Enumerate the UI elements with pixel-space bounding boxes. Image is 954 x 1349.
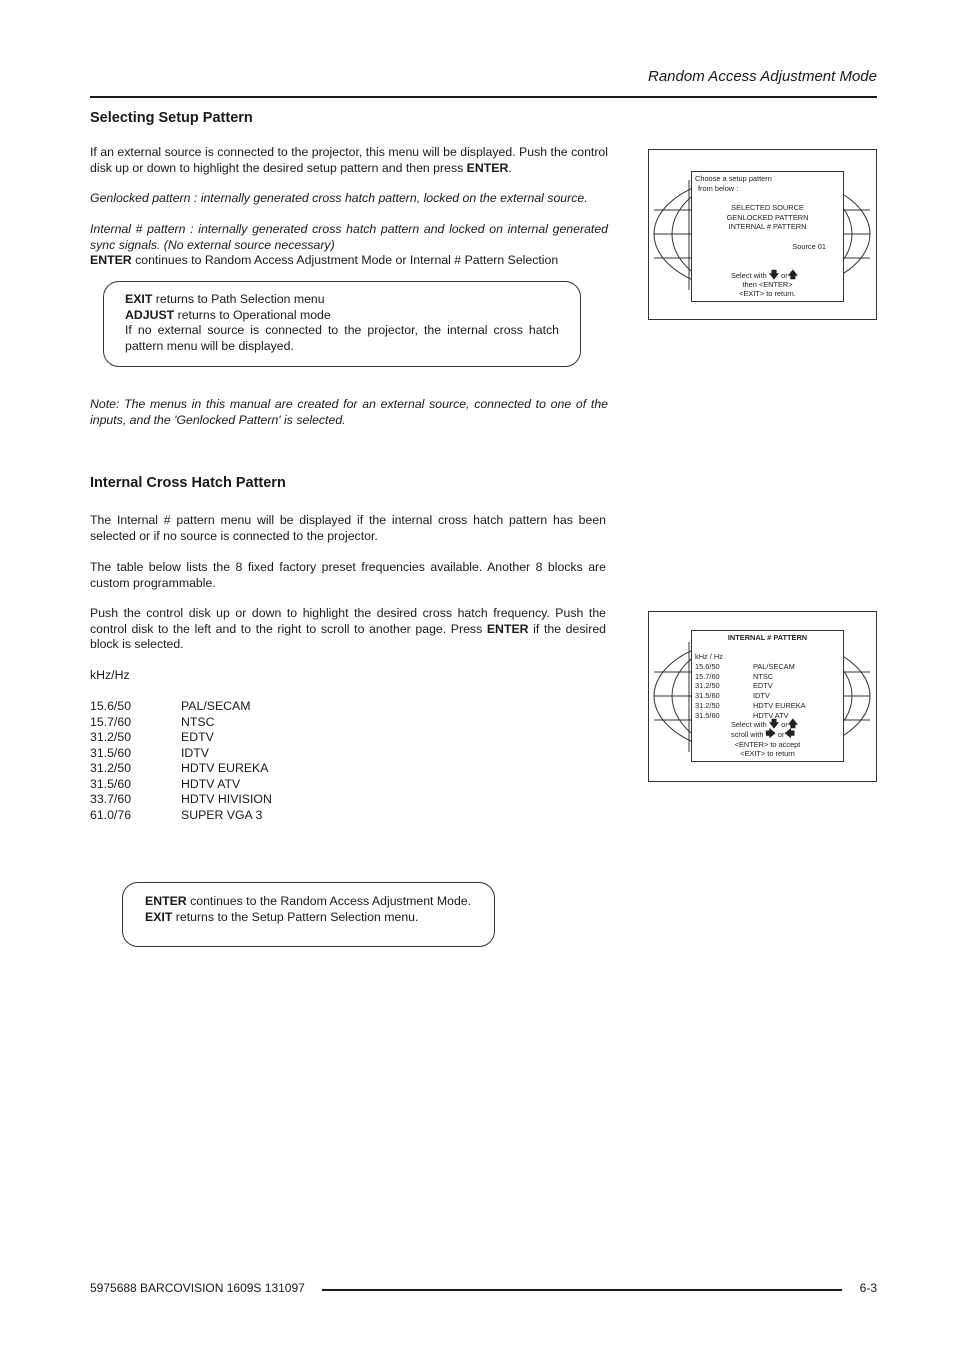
table-row — [90, 715, 272, 731]
instruction-text: or — [781, 271, 788, 280]
callout-text: returns to the Setup Pattern Selection menu. — [172, 909, 419, 924]
keyword-enter: ENTER — [145, 894, 187, 908]
arrow-down-icon: 🡇 — [768, 719, 780, 730]
table-cell-standard: EDTV — [181, 730, 214, 744]
callout-line-enter — [145, 894, 490, 910]
menu-cell-frequency: 31.5/60 — [695, 691, 720, 701]
table-cell-standard: IDTV — [181, 745, 210, 760]
frequency-table-header: kHz/Hz — [90, 668, 130, 682]
page-number: 6-3 — [859, 1281, 877, 1295]
table-cell-standard: HDTV EUREKA — [181, 761, 269, 775]
table-row — [90, 699, 272, 715]
table-cell-standard: SUPER VGA 3 — [181, 807, 263, 822]
menu-row[interactable] — [695, 701, 841, 711]
enter-instruction: <ENTER> to accept — [734, 740, 801, 749]
menu-cell-standard: HDTV EUREKA — [753, 700, 806, 710]
callout-line-exit — [145, 910, 490, 926]
then-enter-instruction: then <ENTER> — [742, 280, 793, 289]
menu-cell-frequency: 15.7/60 — [695, 671, 720, 681]
footer-document-id: 5975688 BARCOVISION 1609S 131097 — [90, 1281, 305, 1295]
table-cell-frequency: 15.7/60 — [90, 714, 132, 729]
paragraph-genlocked: Genlocked pattern : internally generated cross hatch pattern, locked on the external source. — [90, 191, 588, 205]
paragraph-intro — [90, 145, 608, 176]
menu-cell-standard: IDTV — [753, 691, 770, 701]
callout-line-exit — [125, 292, 559, 308]
instruction-text: or — [777, 730, 785, 739]
callout-line-adjust — [125, 308, 559, 324]
table-row — [90, 777, 272, 793]
paragraph-internal: Internal # pattern : internally generated cross hatch pattern and locked on internal generated sync signals. (No external source necessary) — [90, 222, 608, 252]
screen-illustration-internal-pattern — [648, 611, 877, 782]
arrow-down-icon: 🡇 — [768, 270, 780, 281]
menu-cell-frequency: 31.5/60 — [695, 710, 720, 720]
menu-option-genlocked[interactable]: GENLOCKED PATTERN — [726, 213, 809, 222]
table-row — [90, 761, 272, 777]
paragraph-text: if the desired block is selected. — [90, 621, 607, 651]
section-heading-cross-hatch: Internal Cross Hatch Pattern — [90, 475, 286, 491]
paragraph-text: . — [508, 160, 512, 175]
table-cell-frequency: 31.5/60 — [90, 745, 132, 760]
table-cell-frequency: 31.2/50 — [90, 730, 132, 744]
keyword-enter: ENTER — [486, 621, 529, 636]
paragraph-text: If an external source is connected to the projector, this menu will be displayed. Push the control disk up or down to highlight the desired setup pattern and then press — [90, 145, 608, 175]
table-cell-frequency: 31.5/60 — [90, 776, 132, 791]
menu-option-internal[interactable]: INTERNAL # PATTERN — [728, 222, 807, 231]
table-row — [90, 746, 272, 762]
menu-cell-standard: HDTV ATV — [753, 710, 789, 720]
menu-prompt: Choose a setup pattern — [695, 174, 772, 183]
callout-line-nosource: If no external source is connected to the projector, the internal cross hatch pattern menu will be displayed. — [125, 323, 559, 353]
arrow-right-icon: 🡆 — [765, 729, 776, 740]
table-row — [90, 808, 272, 824]
menu-title: INTERNAL # PATTERN — [727, 633, 808, 642]
paragraph-text: Push the control disk up or down to highlight the desired cross hatch frequency. Push the control disk to the left and to the right to scroll to another page. Press — [90, 606, 606, 636]
keyword-enter: ENTER — [90, 253, 132, 267]
keyword-adjust: ADJUST — [125, 307, 175, 322]
arrow-up-icon: 🡅 — [787, 270, 799, 281]
menu-row[interactable] — [695, 672, 841, 682]
callout-text: returns to Path Selection menu — [152, 292, 325, 306]
menu-cell-frequency: 15.6/50 — [695, 662, 720, 671]
scroll-instruction — [731, 730, 795, 740]
section-heading-setup-pattern: Selecting Setup Pattern — [90, 110, 253, 126]
running-header: Random Access Adjustment Mode — [648, 68, 877, 85]
menu-row[interactable] — [695, 662, 841, 672]
keyword-exit: EXIT — [125, 292, 153, 306]
table-cell-frequency: 33.7/60 — [90, 792, 132, 806]
header-rule — [90, 96, 877, 98]
instruction-text: scroll with — [731, 730, 764, 739]
keyword-exit: EXIT — [145, 909, 173, 924]
paragraph-table-intro: The table below lists the 8 fixed factory preset frequencies available. Another 8 blocks are custom programmable. — [90, 560, 606, 590]
paragraph-control-disk — [90, 606, 606, 653]
exit-instruction: <EXIT> to return — [740, 749, 795, 758]
menu-cell-standard: PAL/SECAM — [753, 662, 795, 671]
note-paragraph: Note: The menus in this manual are created for an external source, connected to one of the inputs, and the 'Genlocked Pattern' is selected. — [90, 397, 608, 427]
instruction-text: Select with — [731, 271, 767, 280]
exit-instruction: <EXIT> to return. — [739, 289, 796, 298]
footer-rule — [322, 1289, 842, 1291]
table-cell-frequency: 15.6/50 — [90, 699, 132, 713]
table-row — [90, 730, 272, 746]
screen-illustration-setup — [648, 149, 877, 320]
instruction-text: or — [781, 720, 788, 729]
menu-cell-frequency: 31.2/50 — [695, 681, 720, 691]
table-cell-standard: HDTV HIVISION — [181, 792, 272, 806]
paragraph-enter-continues — [90, 253, 608, 269]
arrow-left-icon: 🡄 — [784, 729, 795, 740]
menu-frequency-list — [695, 662, 841, 720]
paragraph-text: continues to Random Access Adjustment Mode or Internal # Pattern Selection — [131, 253, 559, 267]
table-cell-frequency: 31.2/50 — [90, 761, 132, 775]
menu-column-header: kHz / Hz — [695, 652, 723, 661]
table-cell-standard: HDTV ATV — [181, 776, 241, 791]
menu-cell-standard: NTSC — [753, 671, 774, 681]
table-cell-standard: PAL/SECAM — [181, 699, 251, 713]
menu-prompt-2: from below : — [698, 184, 739, 193]
table-cell-standard: NTSC — [181, 714, 215, 729]
callout-text: continues to the Random Access Adjustment Mode. — [186, 894, 472, 908]
table-cell-frequency: 61.0/76 — [90, 807, 132, 822]
internal-pattern-menu-box — [691, 630, 844, 762]
menu-row[interactable] — [695, 691, 841, 701]
menu-row[interactable] — [695, 681, 841, 691]
source-label: Source 01 — [792, 242, 826, 251]
frequency-table — [90, 699, 272, 823]
callout-text: returns to Operational mode — [174, 307, 331, 322]
menu-option-selected-source[interactable]: SELECTED SOURCE — [731, 203, 804, 212]
callout-box-enter-exit — [122, 882, 495, 947]
instruction-text: Select with — [731, 720, 767, 729]
setup-menu-box — [691, 171, 844, 302]
menu-cell-standard: EDTV — [753, 681, 773, 691]
arrow-up-icon: 🡅 — [787, 719, 799, 730]
paragraph-internal-menu: The Internal # pattern menu will be displayed if the internal cross hatch pattern has been selected or if no source is connected to the projector. — [90, 513, 606, 543]
keyword-enter: ENTER — [466, 160, 509, 175]
table-row — [90, 792, 272, 808]
menu-cell-frequency: 31.2/50 — [695, 700, 720, 710]
callout-box-exit-adjust — [103, 281, 581, 367]
